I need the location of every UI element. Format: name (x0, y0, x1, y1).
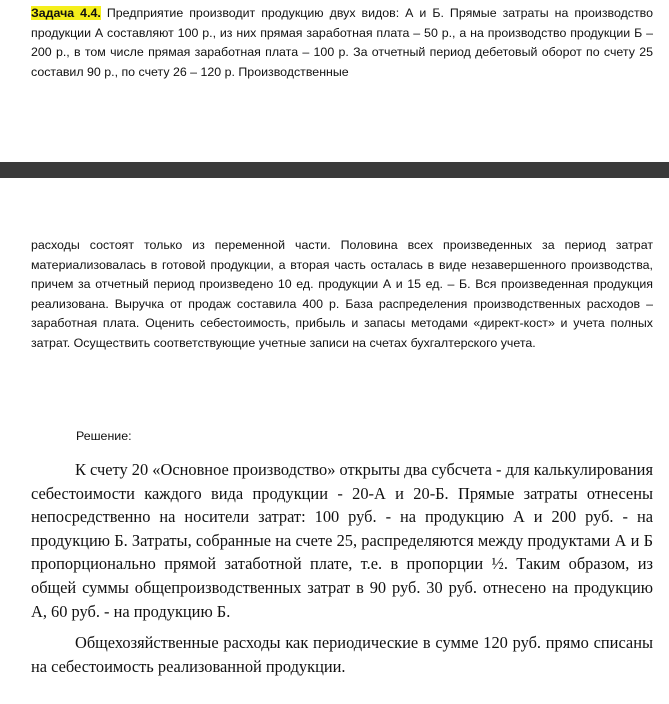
page-top (0, 0, 669, 162)
task-text-part2: расходы состоят только из переменной части. Половина всех произведенных за период затрат материализовалась в готовой продукции, а вторая часть осталась в виде незавершенного производства, причем за отчетный период произведено 10 ед. продукции А и 15 ед. – Б. Вся произведенная продукция реализована. Выручка от продаж составила 400 р. База распределения производственных расходов – заработная плата. Оценить себестоимость, прибыль и запасы методами «директ-кост» и учета полных затрат. Осуществить соответствующие учетные записи на счетах бухгалтерского учета. (31, 238, 653, 350)
page-break (0, 162, 669, 178)
task-statement (31, 4, 653, 82)
solution-paragraph-2: Общехозяйственные расходы как периодические в сумме 120 руб. прямо списаны на себестоимость реализованной продукции. (31, 633, 653, 676)
task-label: Задача 4.4. (31, 6, 101, 20)
task-text-part1: Предприятие производит продукцию двух видов: А и Б. Прямые затраты на производство продукции А составляют 100 р., из них прямая заработная плата – 50 р., а на производство продукции Б – 200 р., в том числе прямая заработная плата – 100 р. За отчетный период дебетовый оборот по счету 25 составил 90 р., по счету 26 – 120 р. Производственные (31, 6, 653, 79)
solution-heading: Решение: (76, 429, 132, 443)
solution-body (31, 458, 653, 678)
solution-paragraph-1: К счету 20 «Основное производство» открыты два субсчета - для калькулирования себестоимости каждого вида продукции - 20-А и 20-Б. Прямые затраты отнесены непосредственно на носители затрат: 100 руб. - на продукцию А и 200 руб. - на продукцию Б. Затраты, собранные на счете 25, распределяются между продуктами А и Б пропорционально прямой затаботной плате, т.е. в пропорции ½. Таким образом, из общей суммы общепроизводственных затрат в 90 руб. 30 руб. отнесено на продукцию А, 60 руб. - на продукцию Б. (31, 460, 653, 621)
page-bottom (0, 178, 669, 704)
